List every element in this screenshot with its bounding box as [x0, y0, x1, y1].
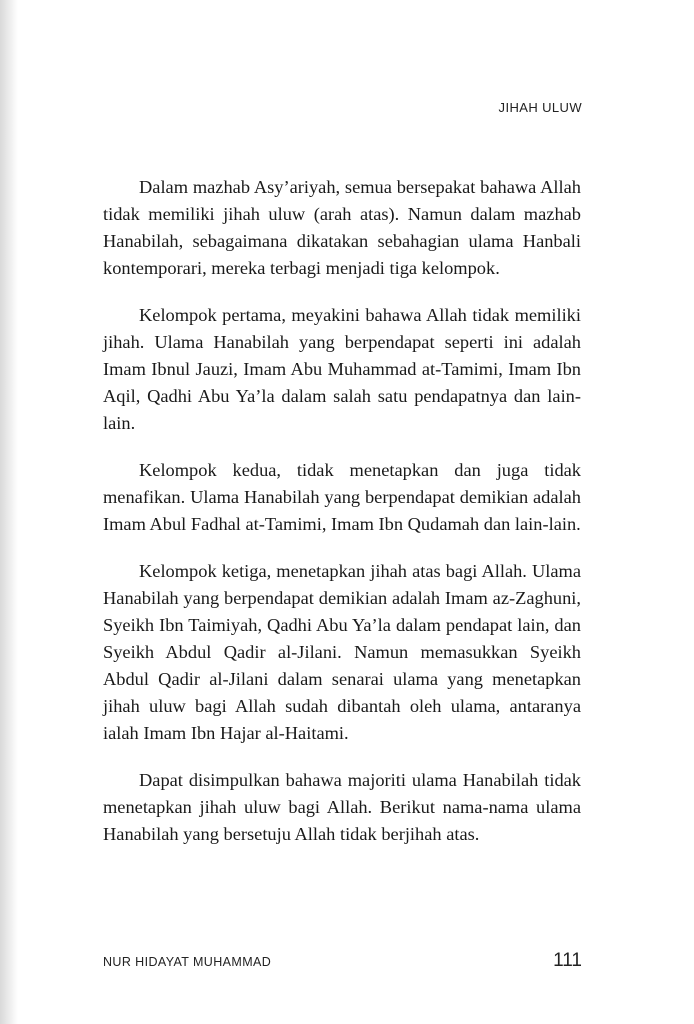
- body-text: [103, 174, 581, 868]
- footer-author-name: NUR HIDAYAT MUHAMMAD: [103, 955, 272, 969]
- page-number: 111: [553, 950, 582, 971]
- paragraph-2: Kelompok pertama, meyakini bahawa Allah tidak memiliki jihah. Ulama Hanabilah yang berpendapat seperti ini adalah Imam Ibnul Jauzi, Imam Abu Muhammad at-Tamimi, Imam Ibn Aqil, Qadhi Abu Ya’la dalam salah satu pendapatnya dan lain-lain.: [103, 305, 581, 433]
- paragraph-3: Kelompok kedua, tidak menetapkan dan juga tidak menafikan. Ulama Hanabilah yang berpendapat demikian adalah Imam Abul Fadhal at-Tamimi, Imam Ibn Qudamah dan lain-lain.: [103, 460, 581, 534]
- page-gutter-shadow: [0, 0, 18, 1024]
- running-header-title: JIHAH ULUW: [498, 100, 582, 115]
- paragraph-5: Dapat disimpulkan bahawa majoriti ulama Hanabilah tidak menetapkan jihah uluw bagi Allah. Berikut nama-nama ulama Hanabilah yang bersetuju Allah tidak berjihah atas.: [103, 770, 581, 844]
- paragraph-1: Dalam mazhab Asy’ariyah, semua bersepakat bahawa Allah tidak memiliki jihah uluw (arah atas). Namun dalam mazhab Hanabilah, sebagaimana dikatakan sebahagian ulama Hanbali kontemporari, mereka terbagi menjadi tiga kelompok.: [103, 177, 581, 278]
- paragraph-4: Kelompok ketiga, menetapkan jihah atas bagi Allah. Ulama Hanabilah yang berpendapat demikian adalah Imam az-Zaghuni, Syeikh Ibn Taimiyah, Qadhi Abu Ya’la dalam pendapat lain, dan Syeikh Abdul Qadir al-Jilani. Namun memasukkan Syeikh Abdul Qadir al-Jilani dalam senarai ulama yang menetapkan jihah uluw bagi Allah sudah dibantah oleh ulama, antaranya ialah Imam Ibn Hajar al-Haitami.: [103, 561, 581, 743]
